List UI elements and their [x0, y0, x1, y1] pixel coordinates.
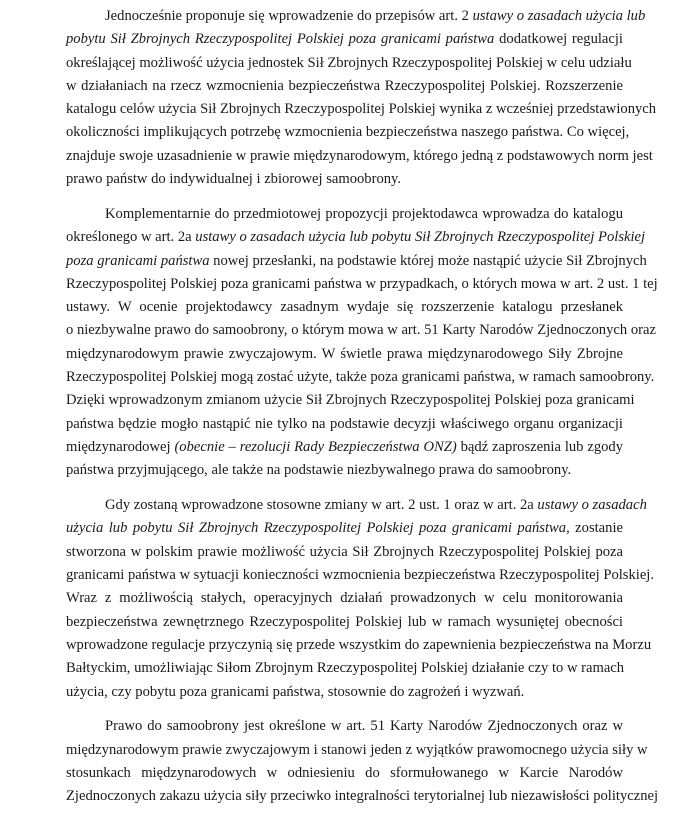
text-segment: Jednocześnie proponuje się wprowadzenie do przepisów art. 2	[105, 8, 473, 24]
text-line	[66, 541, 623, 564]
text-segment: Prawo do samoobrony jest określone w art. 51 Karty Narodów Zjednoczonych oraz w	[105, 718, 623, 735]
text-line	[66, 785, 659, 808]
text-line	[66, 634, 652, 657]
text-segment: międzynarodowym prawie zwyczajowym i stanowi jeden z wyjątków prawomocnego użycia siły w	[66, 741, 648, 758]
italic-citation: poza granicami państwa	[66, 252, 210, 269]
text-segment: określonego w art. 2a	[66, 229, 196, 246]
text-segment: Rzeczypospolitej Polskiej poza granicami państwa w przypadkach, o których mowa w art. 2 ust. 1 tej	[66, 275, 658, 292]
text-segment: państwa będzie mogło nastąpić nie tylko na podstawie decyzji właściwego organu organizacji	[66, 415, 623, 432]
italic-citation: pobytu Sił Zbrojnych Rzeczypospolitej Polskiej poza granicami państwa	[66, 31, 495, 48]
text-line	[66, 611, 623, 634]
document-page	[66, 5, 659, 820]
text-line	[66, 145, 653, 168]
text-line	[66, 273, 658, 296]
text-segment: międzynarodowym prawie zwyczajowym. W świetle prawa międzynarodowego Siły Zbrojne	[66, 345, 623, 362]
text-line	[66, 343, 623, 366]
text-segment: Rzeczypospolitej Polskiej mogą zostać użyte, także poza granicami państwa, w ramach samoobrony.	[66, 369, 655, 386]
text-line	[66, 494, 647, 517]
italic-citation: użycia lub pobytu Sił Zbrojnych Rzeczypospolitej Polskiej poza granicami państwa	[66, 520, 567, 537]
text-segment: Bałtyckim, umożliwiając Siłom Zbrojnym Rzeczypospolitej Polskiej działanie czy to w ramach	[66, 660, 625, 677]
text-segment: określającej możliwość użycia jednostek Sił Zbrojnych Rzeczypospolitej Polskiej w celu udziału	[66, 54, 632, 71]
text-line	[66, 168, 623, 191]
text-segment: państwa przyjmującego, ale także na podstawie niezbywalnego prawa do samoobrony.	[66, 462, 572, 479]
text-line	[66, 715, 623, 738]
text-line	[66, 366, 655, 389]
text-segment: Dzięki wprowadzonym zmianom użycie Sił Zbrojnych Rzeczypospolitej Polskiej poza granicami	[66, 392, 635, 409]
text-segment: granicami państwa w sytuacji konieczności wzmocnienia bezpieczeństwa Rzeczypospolitej Polskiej.	[66, 567, 655, 584]
text-line	[66, 28, 623, 51]
text-segment: międzynarodowej	[66, 438, 175, 455]
text-segment: Wraz z możliwością stałych, operacyjnych działań prowadzonych w celu monitorowania	[66, 590, 623, 607]
text-segment: wprowadzone regulacje przyczynią się przede wszystkim do zapewnienia bezpieczeństwa na Morzu	[66, 636, 652, 653]
text-segment: bezpieczeństwa zewnętrznego Rzeczypospolitej Polskiej lub w ramach wysuniętej obecności	[66, 613, 623, 630]
paragraph	[66, 494, 655, 704]
text-line	[66, 319, 656, 342]
text-segment: bądź zaproszenia lub zgody	[456, 438, 624, 455]
paragraph	[66, 715, 659, 808]
text-line	[66, 413, 623, 436]
text-segment: znajduje swoje uzasadnienie w prawie międzynarodowym, którego jedną z podstawowych norm jest	[66, 147, 653, 164]
text-segment: katalogu celów użycia Sił Zbrojnych Rzeczypospolitej Polskiej wynika z wcześniej przedstawionych	[66, 101, 657, 118]
text-line	[66, 226, 646, 249]
text-line	[66, 564, 655, 587]
text-line	[66, 762, 623, 785]
text-line	[66, 52, 632, 75]
text-line	[66, 739, 648, 762]
text-line	[66, 681, 623, 704]
text-line	[66, 5, 646, 28]
text-line	[66, 250, 647, 273]
text-line	[66, 389, 635, 412]
italic-citation: ustawy o zasadach	[537, 497, 647, 514]
text-line	[66, 517, 623, 540]
text-segment: Zjednoczonych zakazu użycia siły przeciwko integralności terytorialnej lub niezawisłości politycznej	[66, 788, 659, 805]
text-segment: użycia, czy pobytu poza granicami państwa, stosownie do zagrożeń i wyzwań.	[66, 683, 525, 700]
text-line	[66, 436, 623, 459]
text-line	[66, 203, 623, 226]
text-segment: prawo państw do indywidualnej i zbiorowej samoobrony.	[66, 171, 402, 188]
paragraph	[66, 203, 658, 483]
text-line	[66, 657, 623, 680]
text-line	[66, 296, 623, 319]
text-segment: ustawy. W ocenie projektodawcy zasadnym wydaje się rozszerzenie katalogu przesłanek	[66, 299, 623, 316]
italic-citation: ustawy o zasadach użycia lub	[472, 8, 646, 24]
text-segment: nowej przesłanki, na podstawie której może nastąpić użycie Sił Zbrojnych	[209, 252, 647, 269]
text-segment: stosunkach międzynarodowych w odniesieniu do sformułowanego w Karcie Narodów	[66, 764, 623, 781]
text-segment: , zostanie	[566, 520, 623, 537]
text-segment: dodatkowej regulacji	[494, 31, 623, 48]
text-segment: Komplementarnie do przedmiotowej propozycji projektodawca wprowadza do katalogu	[105, 205, 623, 222]
italic-citation: (obecnie – rezolucji Rady Bezpieczeństwa ONZ)	[174, 438, 457, 455]
text-line	[66, 459, 623, 482]
text-segment: Gdy zostaną wprowadzone stosowne zmiany w art. 2 ust. 1 oraz w art. 2a	[105, 497, 538, 514]
text-line	[66, 75, 623, 98]
text-segment: stworzona w polskim prawie możliwość użycia Sił Zbrojnych Rzeczypospolitej Polskiej poza	[66, 543, 623, 560]
text-line	[66, 98, 657, 121]
text-line	[66, 587, 623, 610]
text-segment: okoliczności implikujących potrzebę wzmocnienia bezpieczeństwa naszego państwa. Co więcej,	[66, 124, 630, 141]
text-segment: o niezbywalne prawo do samoobrony, o którym mowa w art. 51 Karty Narodów Zjednoczonych oraz	[66, 322, 656, 339]
text-segment: w działaniach na rzecz wzmocnienia bezpieczeństwa Rzeczypospolitej Polskiej. Rozszerzenie	[66, 77, 623, 94]
paragraph	[66, 5, 657, 191]
italic-citation: ustawy o zasadach użycia lub pobytu Sił Zbrojnych Rzeczypospolitej Polskiej	[195, 229, 646, 246]
text-line	[66, 121, 630, 144]
